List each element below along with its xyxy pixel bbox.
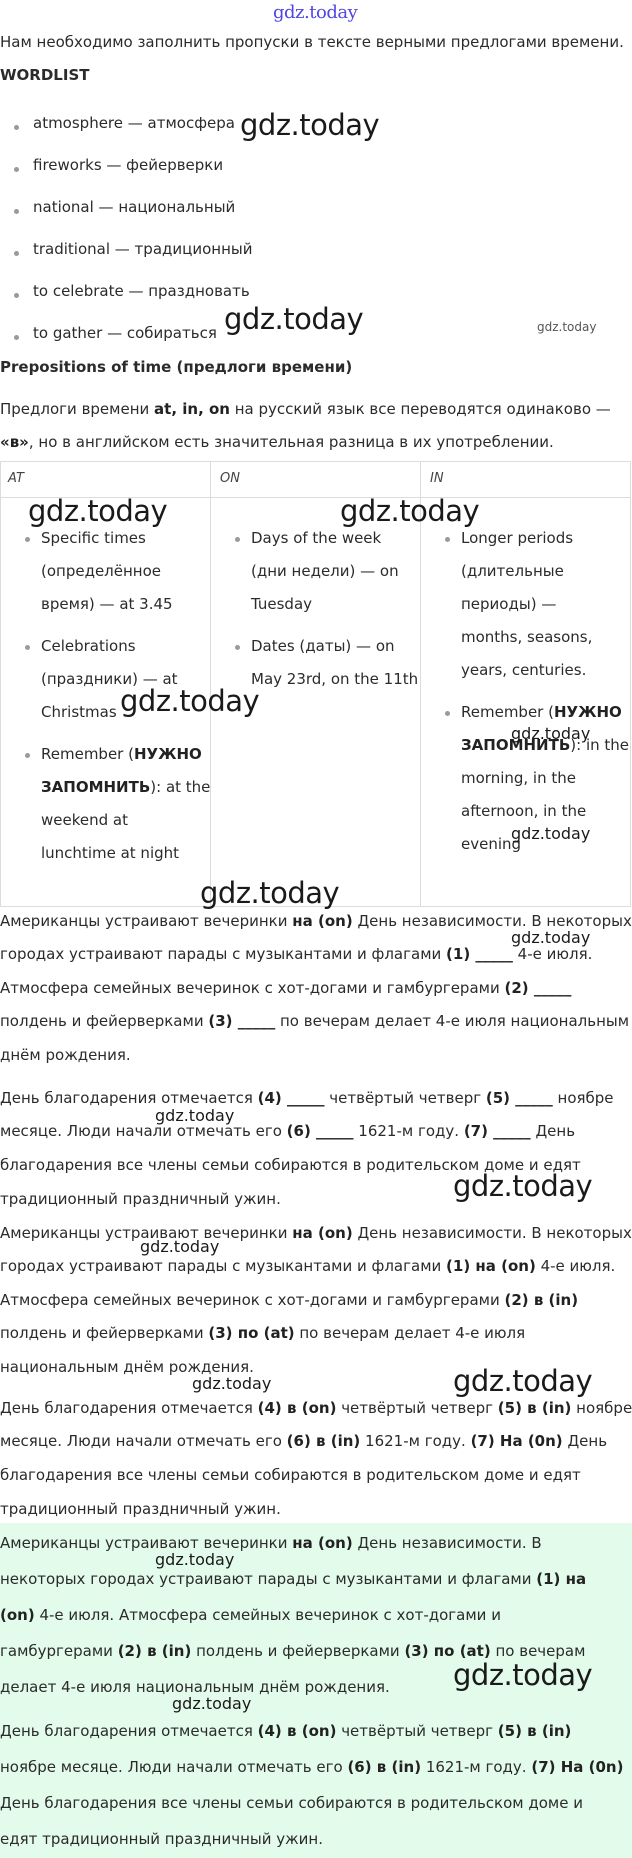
prepositions-heading: Prepositions of time (предлоги времени) <box>0 358 353 376</box>
list-item: to celebrate — праздновать <box>33 282 250 300</box>
on-item-2-line: Dates (даты) — on <box>251 637 395 655</box>
text-line: традиционный праздничный ужин. <box>0 1190 281 1208</box>
watermark: gdz.today <box>155 1550 235 1569</box>
list-item: atmosphere — атмосфера <box>33 114 235 132</box>
watermark: gdz.today <box>155 1106 235 1125</box>
text-line: День благодарения отмечается (4) _____ четвёртый четверг (5) _____ ноябре <box>0 1089 614 1107</box>
at-item-2-line: Celebrations <box>41 637 136 655</box>
text-line: полдень и фейерверками (3) _____ по вечерам делает 4-е июля национальным <box>0 1012 630 1030</box>
text-line: День благодарения отмечается (4) в (on) четвёртый четверг (5) в (in) <box>0 1722 572 1740</box>
list-bullet <box>14 209 19 214</box>
list-bullet <box>445 537 450 542</box>
text-line: месяце. Люди начали отмечать его (6) _____ 1621-м году. (7) _____ День <box>0 1122 576 1140</box>
in-item-1-line: Longer periods <box>461 529 574 547</box>
list-item: national — национальный <box>33 198 236 216</box>
column-divider <box>420 462 421 906</box>
text-line: делает 4-е июля национальным днём рождения. <box>0 1678 390 1696</box>
in-item-1-line: months, seasons, <box>461 628 593 646</box>
list-item: traditional — традиционный <box>33 240 253 258</box>
text-line: (on) 4-е июля. Атмосфера семейных вечеринок с хот-догами и <box>0 1606 501 1624</box>
on-item-2-line: May 23rd, on the 11th <box>251 670 419 688</box>
watermark: gdz.today <box>28 494 168 528</box>
list-item: fireworks — фейерверки <box>33 156 224 174</box>
watermark: gdz.today <box>172 1694 252 1713</box>
list-bullet <box>235 645 240 650</box>
text-line: День благодарения отмечается (4) в (on) четвёртый четверг (5) в (in) ноябре <box>0 1399 632 1417</box>
text-line: днём рождения. <box>0 1046 131 1064</box>
text-line: ноябре месяце. Люди начали отмечать его (6) в (in) 1621-м году. (7) На (0n) <box>0 1758 624 1776</box>
text-line: Американцы устраивают вечеринки на (on) День независимости. В некоторых <box>0 1224 632 1242</box>
text-line: некоторых городах устраивают парады с музыкантами и флагами (1) на <box>0 1570 587 1588</box>
watermark: gdz.today <box>192 1374 272 1393</box>
watermark: gdz.today <box>340 494 480 528</box>
list-bullet <box>25 537 30 542</box>
watermark: gdz.today <box>511 928 591 947</box>
text-line: национальным днём рождения. <box>0 1358 254 1376</box>
text-line: полдень и фейерверками (3) по (at) по вечерам делает 4-е июля <box>0 1324 526 1342</box>
list-bullet <box>14 167 19 172</box>
in-item-2-line: ЗАПОМНИТЬ): in the <box>461 736 630 754</box>
list-bullet <box>25 753 30 758</box>
watermark: gdz.today <box>224 302 364 336</box>
at-item-1-line: (определённое <box>41 562 162 580</box>
watermark: gdz.today <box>537 320 597 334</box>
text-line: традиционный праздничный ужин. <box>0 1500 281 1518</box>
column-header-in: IN <box>430 471 444 486</box>
in-item-2-line: morning, in the <box>461 769 576 787</box>
in-item-1-line: years, centuries. <box>461 661 587 679</box>
list-bullet <box>235 537 240 542</box>
watermark: gdz.today <box>453 1658 593 1692</box>
watermark: gdz.today <box>200 876 340 910</box>
intro-text: Нам необходимо заполнить пропуски в тексте верными предлогами времени. <box>0 33 624 51</box>
list-bullet <box>14 335 19 340</box>
text-line: городах устраивают парады с музыкантами и флагами (1) _____ 4-е июля. <box>0 945 593 963</box>
at-item-3-line: lunchtime at night <box>41 844 180 862</box>
in-item-2-line: Remember (НУЖНО <box>461 703 622 721</box>
watermark: gdz.today <box>120 684 260 718</box>
at-item-3-line: ЗАПОМНИТЬ): at the <box>41 778 211 796</box>
text-line: Атмосфера семейных вечеринок с хот-догами и гамбургерами (2) _____ <box>0 979 572 997</box>
list-item: to gather — собираться <box>33 324 217 342</box>
watermark: gdz.today <box>240 108 380 142</box>
wordlist-heading: WORDLIST <box>0 66 90 84</box>
list-bullet <box>14 251 19 256</box>
watermark: gdz.today <box>511 724 591 743</box>
text-line: благодарения все члены семьи собираются в родительском доме и едят <box>0 1156 581 1174</box>
watermark: gdz.today <box>453 1364 593 1398</box>
text-line: гамбургерами (2) в (in) полдень и фейерверками (3) по (at) по вечерам <box>0 1642 586 1660</box>
column-header-at: AT <box>8 471 24 486</box>
at-item-2-line: Christmas <box>41 703 117 721</box>
text-line: городах устраивают парады с музыкантами и флагами (1) на (on) 4-е июля. <box>0 1257 616 1275</box>
on-item-1-line: Tuesday <box>251 595 313 613</box>
text-line: День благодарения все члены семьи собираются в родительском доме и <box>0 1794 583 1812</box>
text-line: Американцы устраивают вечеринки на (on) День независимости. В <box>0 1534 542 1552</box>
on-item-1-line: (дни недели) — on <box>251 562 399 580</box>
watermark: gdz.today <box>140 1237 220 1256</box>
list-bullet <box>14 125 19 130</box>
column-header-on: ON <box>220 471 240 486</box>
text-line: Американцы устраивают вечеринки на (on) День независимости. В некоторых <box>0 912 632 930</box>
text-line: едят традиционный праздничный ужин. <box>0 1830 323 1848</box>
list-bullet <box>25 645 30 650</box>
site-header-logo[interactable]: gdz.today <box>273 2 358 23</box>
watermark: gdz.today <box>511 824 591 843</box>
on-item-1-line: Days of the week <box>251 529 382 547</box>
in-item-1-line: (длительные <box>461 562 564 580</box>
at-item-1-line: время) — at 3.45 <box>41 595 173 613</box>
at-item-1-line: Specific times <box>41 529 146 547</box>
in-item-1-line: периоды) — <box>461 595 557 613</box>
prep-intro-line2: «в», но в английском есть значительная разница в их употреблении. <box>0 433 554 451</box>
at-item-2-line: (праздники) — at <box>41 670 178 688</box>
text-line: благодарения все члены семьи собираются в родительском доме и едят <box>0 1466 581 1484</box>
in-item-2-line: evening <box>461 835 522 853</box>
watermark: gdz.today <box>453 1169 593 1203</box>
prep-intro-line1: Предлоги времени at, in, on на русский язык все переводятся одинаково — <box>0 400 611 418</box>
list-bullet <box>445 711 450 716</box>
in-item-2-line: afternoon, in the <box>461 802 587 820</box>
at-item-3-line: Remember (НУЖНО <box>41 745 202 763</box>
at-item-3-line: weekend at <box>41 811 128 829</box>
text-line: Атмосфера семейных вечеринок с хот-догами и гамбургерами (2) в (in) <box>0 1291 579 1309</box>
list-bullet <box>14 293 19 298</box>
text-line: месяце. Люди начали отмечать его (6) в (in) 1621-м году. (7) На (0n) День <box>0 1432 608 1450</box>
